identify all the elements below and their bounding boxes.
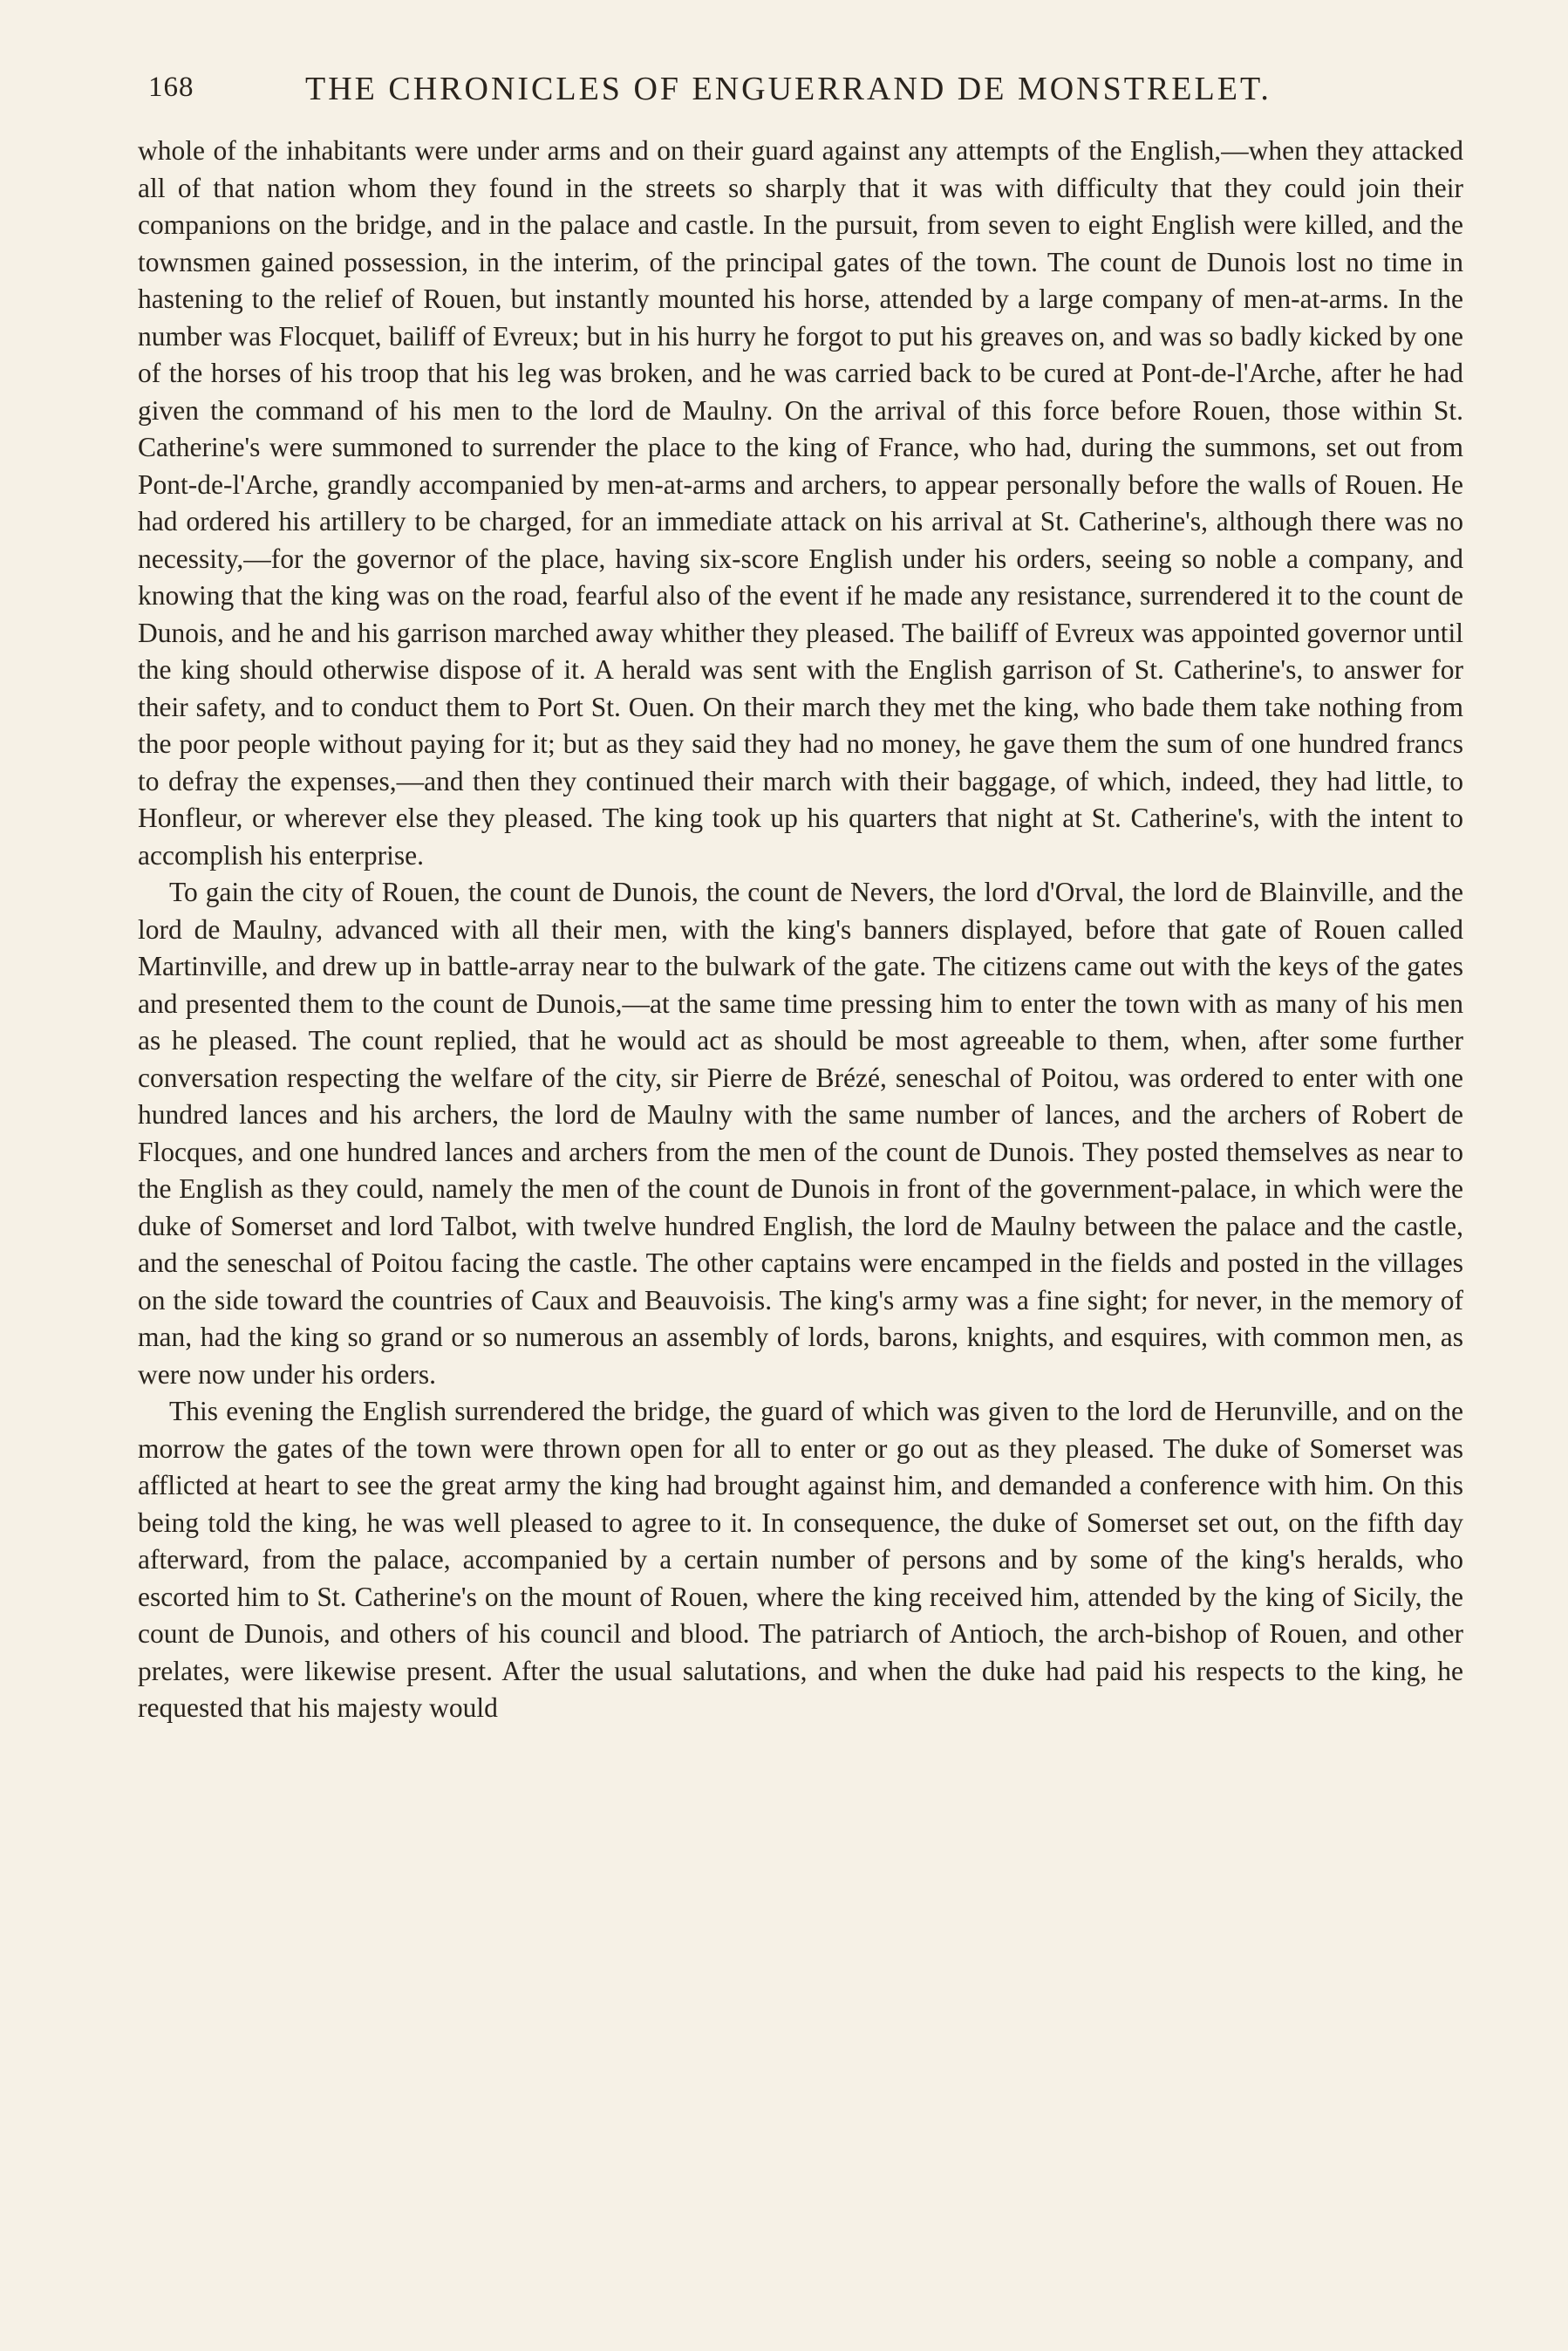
paragraph-3: This evening the English surrendered the bridge, the guard of which was given to the lord de Herunville, and on the morrow the gates of the town were thrown open for all to enter or go out as they pleased. The duke of Somerset was afflicted at heart to see the great army the king had brought against him, and demanded a conference with him. On this being told the king, he was well pleased to agree to it. In consequence, the duke of Somerset set out, on the fifth day afterward, from the palace, accompanied by a certain number of persons and by some of the king's heralds, who escorted him to St. Catherine's on the mount of Rouen, where the king received him, attended by the king of Sicily, the count de Dunois, and others of his council and blood. The patriarch of Antioch, the arch-bishop of Rouen, and other prelates, were likewise present. After the usual salutations, and when the duke had paid his respects to the king, he requested that his majesty would: [138, 1396, 1463, 1723]
running-title: THE CHRONICLES OF ENGUERRAND DE MONSTRELET.: [305, 71, 1271, 107]
page-number: 168: [148, 72, 194, 103]
paragraph-2: To gain the city of Rouen, the count de Dunois, the count de Nevers, the lord d'Orval, the lord de Blainville, and the lord de Maulny, advanced with all their men, with the king's banners displayed, before that gate of Rouen called Martinville, and drew up in battle-array near to the bulwark of the gate. The citizens came out with the keys of the gates and presented them to the count de Dunois,—at the same time pressing him to enter the town with as many of his men as he pleased. The count replied, that he would act as should be most agreeable to them, when, after some further conversation respecting the welfare of the city, sir Pierre de Brézé, seneschal of Poitou, was ordered to enter with one hundred lances and his archers, the lord de Maulny with the same number of lances, and the archers of Robert de Flocques, and one hundred lances and archers from the men of the count de Dunois. They posted themselves as near to the English as they could, namely the men of the count de Dunois in front of the government-palace, in which were the duke of Somerset and lord Talbot, with twelve hundred English, the lord de Maulny between the palace and the castle, and the seneschal of Poitou facing the castle. The other captains were encamped in the fields and posted in the villages on the side toward the countries of Caux and Beauvoisis. The king's army was a fine sight; for never, in the memory of man, had the king so grand or so numerous an assembly of lords, barons, knights, and esquires, with common men, as were now under his orders.: [138, 877, 1463, 1390]
body-text: [138, 133, 1463, 1727]
page-header: [148, 63, 1456, 124]
paragraph-1: whole of the inhabitants were under arms and on their guard against any attempts of the English,—when they attacked all of that nation whom they found in the streets so sharply that it was with difficulty that they could join their companions on the bridge, and in the palace and castle. In the pursuit, from seven to eight English were killed, and the townsmen gained possession, in the interim, of the principal gates of the town. The count de Dunois lost no time in hastening to the relief of Rouen, but instantly mounted his horse, attended by a large company of men-at-arms. In the number was Flocquet, bailiff of Evreux; but in his hurry he forgot to put his greaves on, and was so badly kicked by one of the horses of his troop that his leg was broken, and he was carried back to be cured at Pont-de-l'Arche, after he had given the command of his men to the lord de Maulny. On the arrival of this force before Rouen, those within St. Catherine's were summoned to surrender the place to the king of France, who had, during the summons, set out from Pont-de-l'Arche, grandly accompanied by men-at-arms and archers, to appear personally before the walls of Rouen. He had ordered his artillery to be charged, for an immediate attack on his arrival at St. Catherine's, although there was no necessity,—for the governor of the place, having six-score English under his orders, seeing so noble a company, and knowing that the king was on the road, fearful also of the event if he made any resistance, surrendered it to the count de Dunois, and he and his garrison marched away whither they pleased. The bailiff of Evreux was appointed governor until the king should otherwise dispose of it. A herald was sent with the English garrison of St. Catherine's, to answer for their safety, and to conduct them to Port St. Ouen. On their march they met the king, who bade them take nothing from the poor people without paying for it; but as they said they had no money, he gave them the sum of one hundred francs to defray the expenses,—and then they continued their march with their baggage, of which, indeed, they had little, to Honfleur, or wherever else they pleased. The king took up his quarters that night at St. Catherine's, with the intent to accomplish his enterprise.: [138, 135, 1463, 871]
